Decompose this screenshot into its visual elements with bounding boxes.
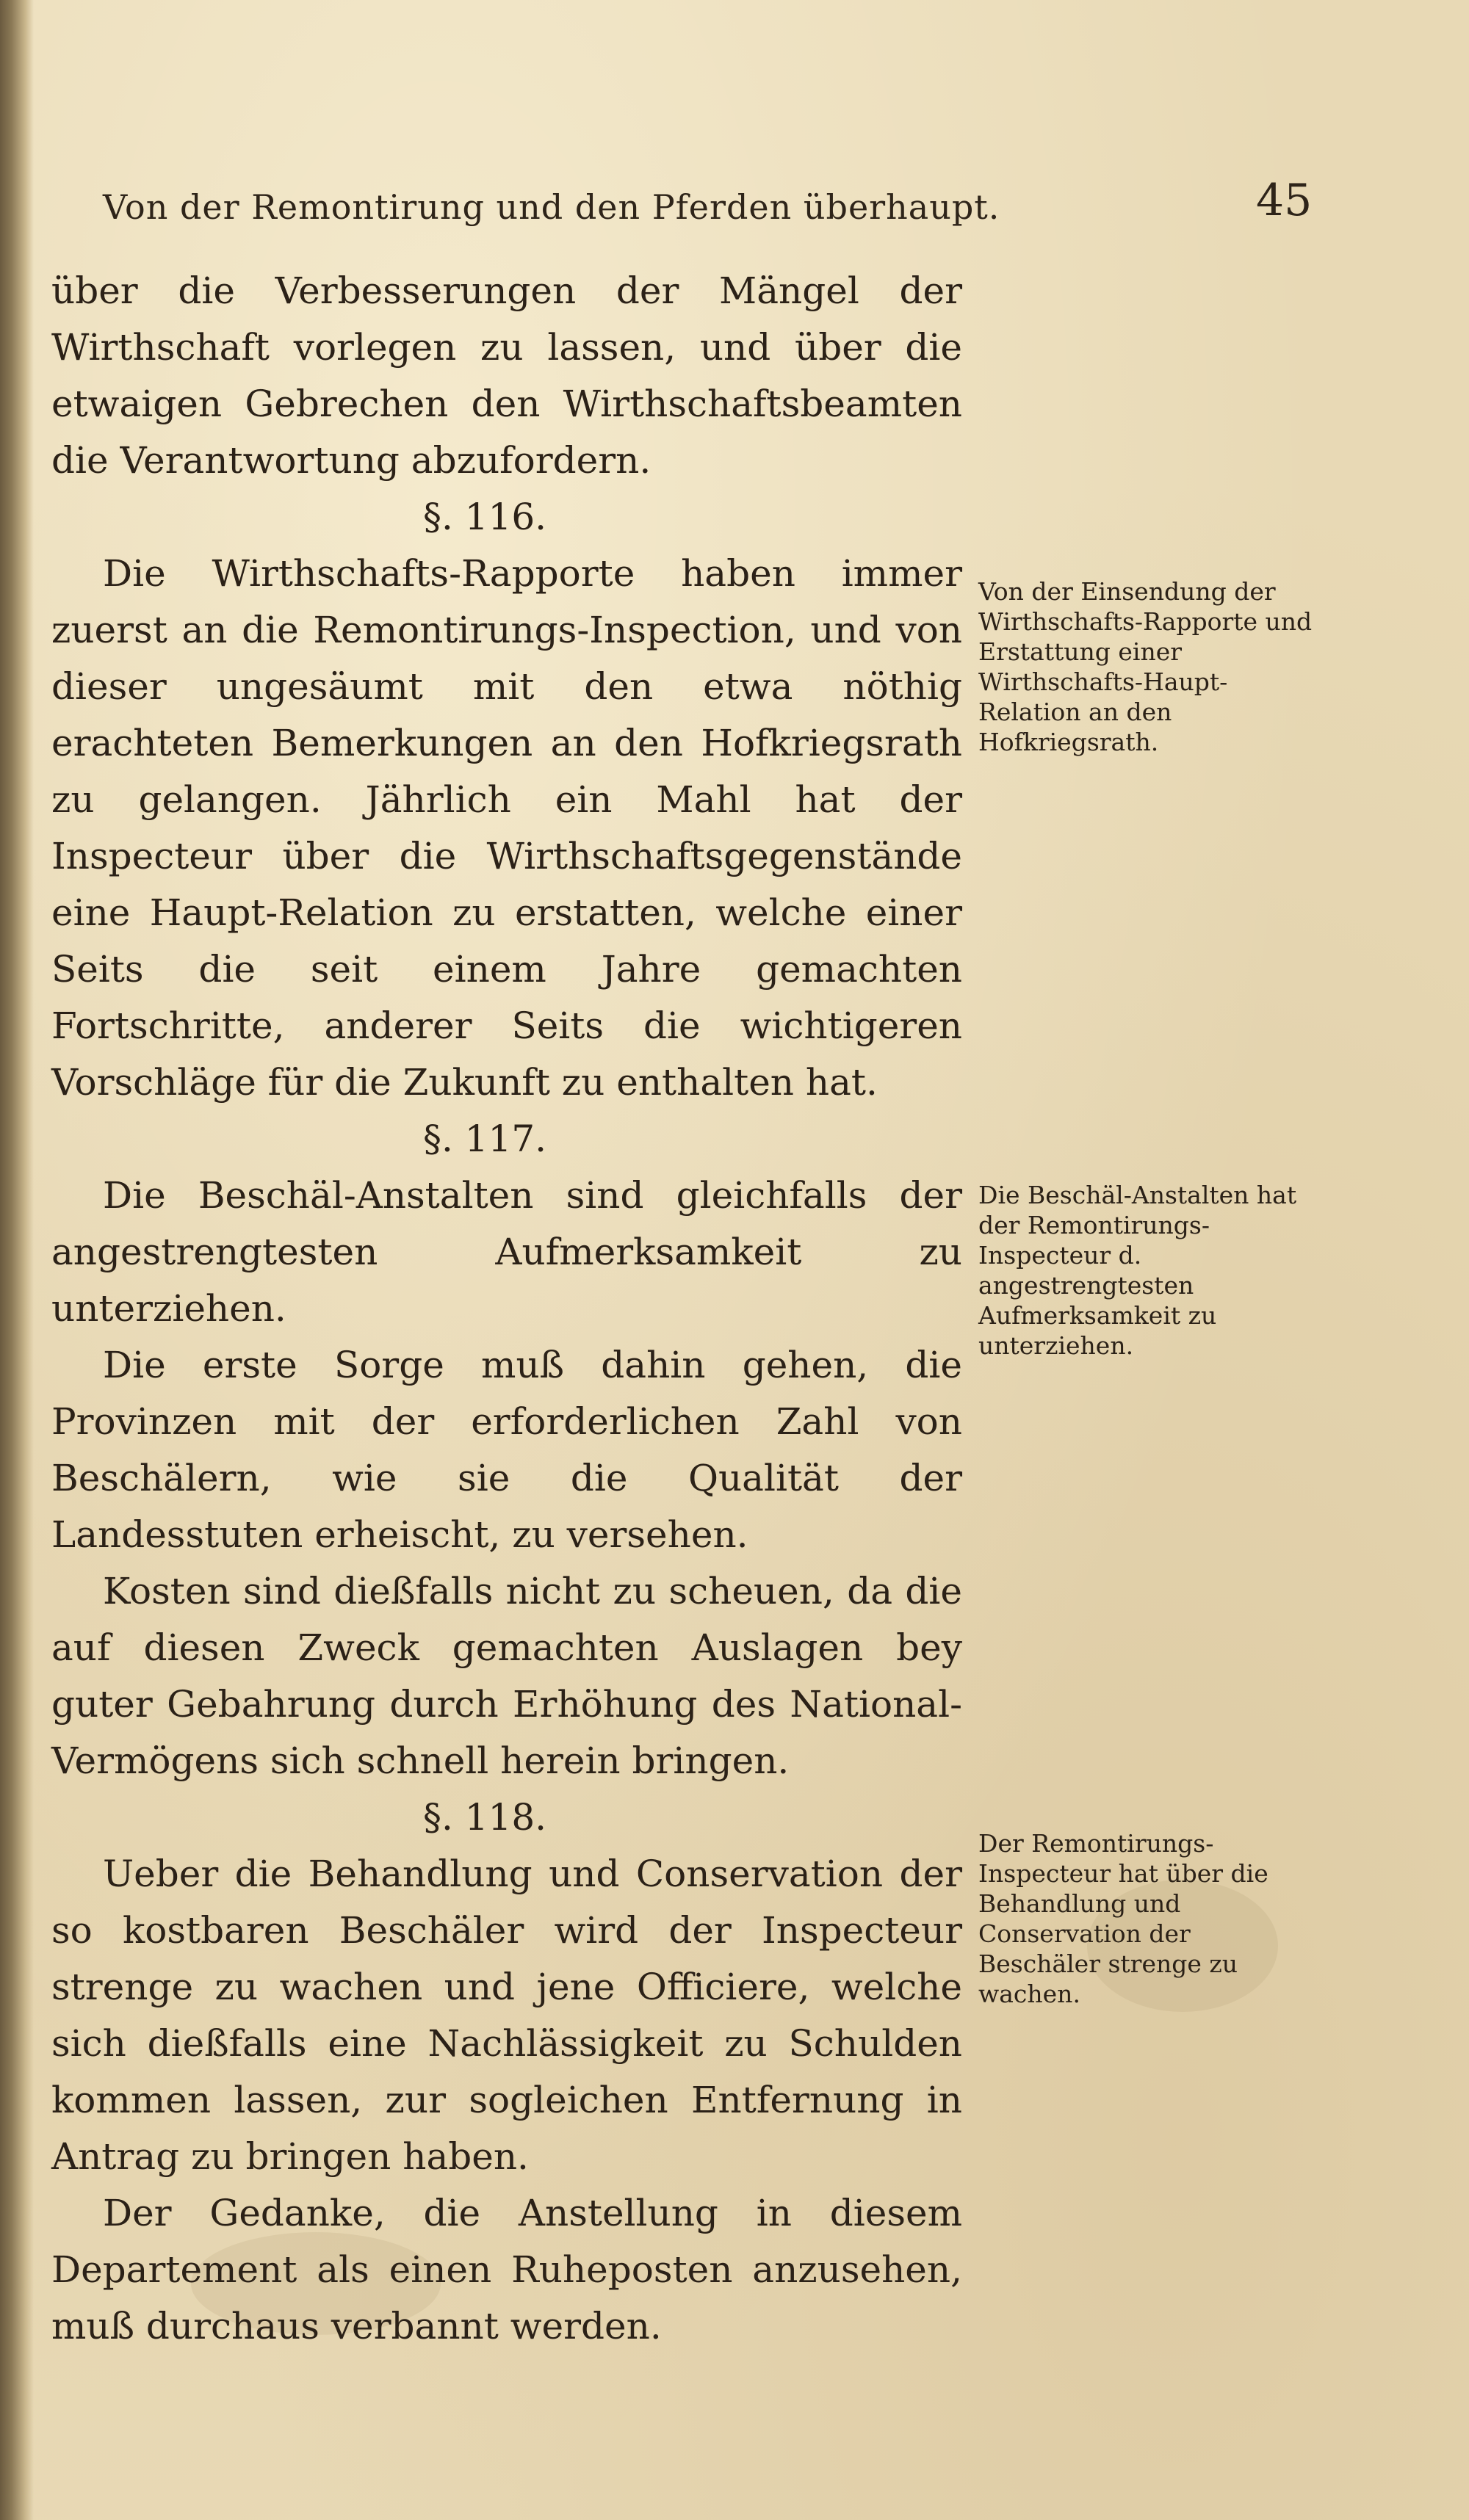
- paragraph: über die Verbesserungen der Mängel der Wirthschaft vorlegen zu lassen, und über die etwaigen Gebrechen den Wirthschaftsbeamten die Verantwortung abzufordern.: [51, 269, 962, 482]
- paragraph: Kosten sind dießfalls nicht zu scheuen, da die auf diesen Zweck gemachten Auslagen bey guter Gebahrung durch Erhöhung des National-Vermögens sich schnell herein bringen.: [51, 1570, 962, 1782]
- marginal-note: Der Remontirungs-Inspecteur hat über die Behandlung und Conservation der Beschäler strenge zu wachen.: [978, 1829, 1268, 2008]
- page-gutter-shadow: [0, 0, 34, 2520]
- paragraph: Die erste Sorge muß dahin gehen, die Provinzen mit der erforderlichen Zahl von Beschälern, wie sie die Qualität der Landesstuten erheischt, zu versehen.: [51, 1344, 962, 1556]
- marginal-note: Die Beschäl-Anstalten hat der Remontirungs-Inspecteur d. angestrengtesten Aufmerksamkeit zu unterziehen.: [978, 1181, 1297, 1360]
- main-text-column: [51, 263, 962, 2355]
- marginal-note: Von der Einsendung der Wirthschafts-Rapporte und Erstattung einer Wirthschafts-Haupt-Relation an den Hofkriegsrath.: [978, 577, 1313, 756]
- paragraph: Der Gedanke, die Anstellung in diesem Departement als einen Ruheposten anzusehen, muß durchaus verbannt werden.: [51, 2192, 962, 2347]
- paragraph: Ueber die Behandlung und Conservation der so kostbaren Beschäler wird der Inspecteur strenge zu wachen und jene Officiere, welche sich dießfalls eine Nachlässigkeit zu Schulden kommen lassen, zur sogleichen Entfernung in Antrag zu bringen haben.: [51, 1853, 962, 2178]
- section-heading: §. 116.: [422, 496, 547, 538]
- paragraph: Die Beschäl-Anstalten sind gleichfalls der angestrengtesten Aufmerksamkeit zu unterziehen.: [51, 1174, 962, 1330]
- paragraph: Die Wirthschafts-Rapporte haben immer zuerst an die Remontirungs-Inspection, und von dieser ungesäumt mit den etwa nöthig erachteten Bemerkungen an den Hofkriegsrath zu gelangen. Jährlich ein Mahl hat der Inspecteur über die Wirthschaftsgegenstände eine Haupt-Relation zu erstatten, welche einer Seits die seit einem Jahre gemachten Fortschritte, anderer Seits die wichtigeren Vorschläge für die Zukunft zu enthalten hat.: [51, 552, 962, 1104]
- section-heading: §. 117.: [422, 1118, 547, 1160]
- section-heading: §. 118.: [422, 1796, 547, 1839]
- running-title: Von der Remontirung und den Pferden überhaupt.: [103, 187, 1000, 227]
- page-number: 45: [1256, 175, 1313, 226]
